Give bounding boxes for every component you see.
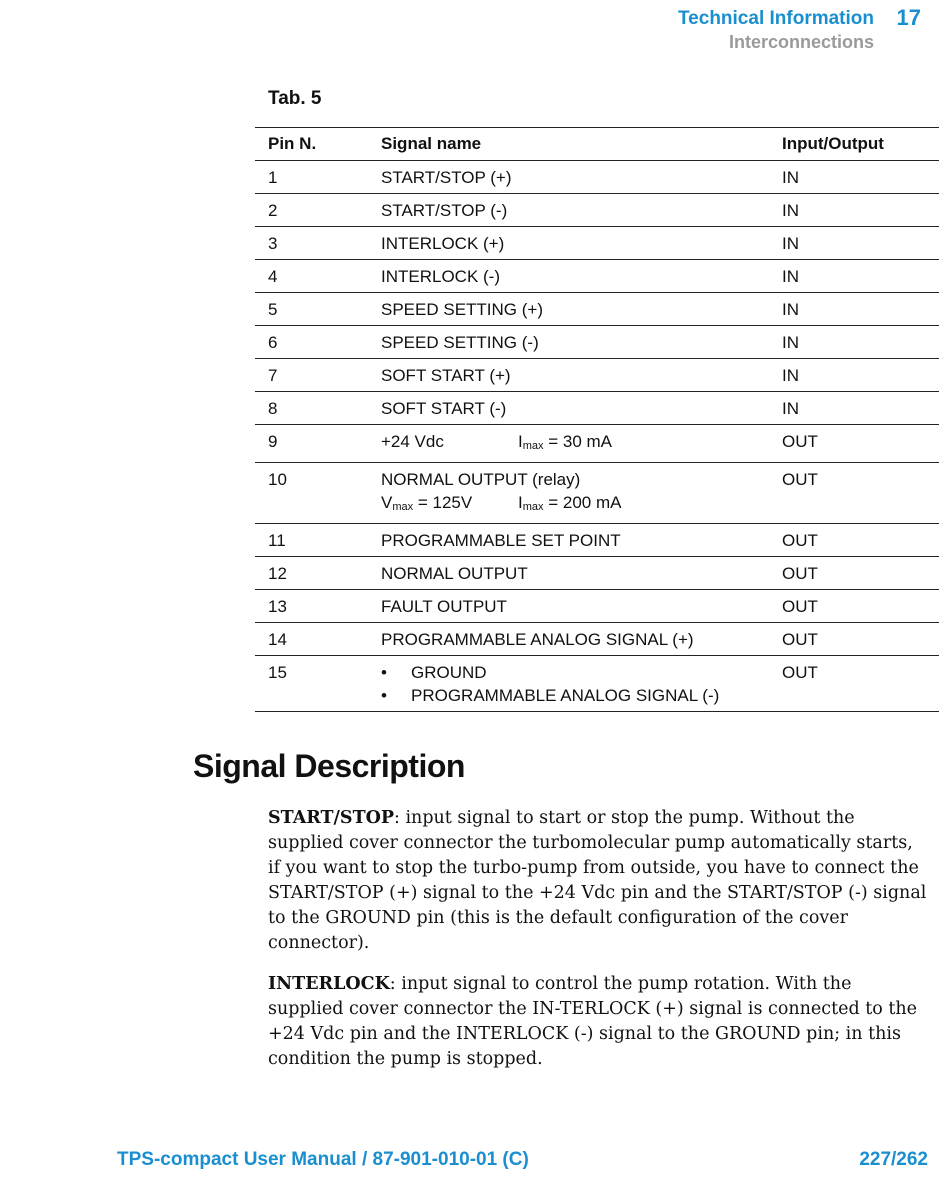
- io-type: OUT: [769, 425, 939, 463]
- current-symbol: I: [518, 432, 523, 451]
- description-interlock: : input signal to control the pump rotation. With the supplied cover connector the IN-TERLOCK (+) signal is connected to the +24 Vdc pin and the INTERLOCK (-) signal to the GROUND pin; in this condition the pump is stopped.: [268, 974, 918, 1069]
- current-value: = 30 mA: [543, 432, 613, 451]
- current-subscript: max: [522, 501, 544, 513]
- pin-number: 7: [255, 359, 368, 392]
- table-row: [255, 590, 939, 623]
- description-start-stop: : input signal to start or stop the pump. Without the supplied cover connector the turbomolecular pump automatically starts, if you want to stop the turbo-pump from outside, you have to connect the START/STOP (+) signal to the +24 Vdc pin and the START/STOP (-) signal to the GROUND pin (this is the default configuration of the cover connector).: [268, 808, 927, 953]
- signal-name: START/STOP (-): [368, 194, 769, 227]
- pin-number: 11: [255, 524, 368, 557]
- io-type: IN: [769, 293, 939, 326]
- chapter-number: 17: [896, 5, 921, 30]
- io-type: OUT: [769, 656, 939, 712]
- pin-number: 15: [255, 656, 368, 712]
- signal-name: FAULT OUTPUT: [368, 590, 769, 623]
- signal-name: SOFT START (-): [368, 392, 769, 425]
- pin-number: 10: [255, 463, 368, 524]
- signal-name: [368, 425, 769, 463]
- signal-name-text: +24 Vdc: [381, 432, 444, 451]
- header-title: Technical Information: [677, 8, 874, 29]
- table-row: [255, 524, 939, 557]
- paragraph-interlock: [268, 972, 928, 1072]
- bullet-text: GROUND: [411, 663, 487, 682]
- signal-name: SPEED SETTING (-): [368, 326, 769, 359]
- bullet-icon: •: [381, 686, 387, 705]
- signal-name: SPEED SETTING (+): [368, 293, 769, 326]
- table-row: [255, 161, 939, 194]
- column-header-pin: Pin N.: [255, 128, 368, 161]
- signal-name: PROGRAMMABLE SET POINT: [368, 524, 769, 557]
- table-row: [255, 557, 939, 590]
- current-subscript: max: [522, 440, 544, 452]
- column-header-signal: Signal name: [368, 128, 769, 161]
- page-number: 227/262: [859, 1149, 928, 1170]
- pin-number: 2: [255, 194, 368, 227]
- pin-number: 4: [255, 260, 368, 293]
- footer-manual-title: TPS-compact User Manual / 87-901-010-01 (C): [117, 1149, 529, 1170]
- signal-name: SOFT START (+): [368, 359, 769, 392]
- io-type: IN: [769, 227, 939, 260]
- io-type: IN: [769, 392, 939, 425]
- voltage-symbol: V: [381, 493, 393, 512]
- pin-number: 13: [255, 590, 368, 623]
- current-value: = 200 mA: [543, 493, 622, 512]
- pin-number: 6: [255, 326, 368, 359]
- table-row: [255, 326, 939, 359]
- table-row: [255, 260, 939, 293]
- io-type: IN: [769, 359, 939, 392]
- term-start-stop: START/STOP: [268, 808, 394, 828]
- signal-name: [368, 463, 769, 524]
- bullet-item: [381, 661, 769, 684]
- table-row: [255, 293, 939, 326]
- pin-number: 14: [255, 623, 368, 656]
- table-row: [255, 359, 939, 392]
- signal-name: NORMAL OUTPUT: [368, 557, 769, 590]
- current-symbol: I: [518, 493, 523, 512]
- pin-table: [255, 127, 939, 712]
- io-type: IN: [769, 194, 939, 227]
- section-title: Signal Description: [193, 748, 465, 784]
- bullet-item: [381, 684, 769, 707]
- bullet-text: PROGRAMMABLE ANALOG SIGNAL (-): [411, 686, 720, 705]
- io-type: OUT: [769, 623, 939, 656]
- signal-name: PROGRAMMABLE ANALOG SIGNAL (+): [368, 623, 769, 656]
- table-row: [255, 194, 939, 227]
- signal-specs: [381, 491, 769, 519]
- io-type: OUT: [769, 463, 939, 524]
- column-header-io: Input/Output: [769, 128, 939, 161]
- io-type: OUT: [769, 590, 939, 623]
- current-spec: [518, 430, 612, 458]
- table-row: [255, 656, 939, 712]
- voltage-subscript: max: [392, 501, 414, 513]
- pin-number: 9: [255, 425, 368, 463]
- bullet-icon: •: [381, 663, 387, 682]
- paragraph-start-stop: [268, 806, 928, 956]
- io-type: IN: [769, 260, 939, 293]
- pin-number: 5: [255, 293, 368, 326]
- signal-name: [368, 656, 769, 712]
- term-interlock: INTERLOCK: [268, 974, 390, 994]
- signal-name: INTERLOCK (+): [368, 227, 769, 260]
- signal-name: INTERLOCK (-): [368, 260, 769, 293]
- current-spec: [518, 493, 621, 512]
- table-row: [255, 392, 939, 425]
- pin-number: 1: [255, 161, 368, 194]
- pin-number: 3: [255, 227, 368, 260]
- pin-number: 8: [255, 392, 368, 425]
- io-type: IN: [769, 326, 939, 359]
- io-type: OUT: [769, 524, 939, 557]
- pin-number: 12: [255, 557, 368, 590]
- signal-name-text: NORMAL OUTPUT (relay): [381, 470, 581, 489]
- io-type: IN: [769, 161, 939, 194]
- table-row: [255, 623, 939, 656]
- table-header-row: [255, 128, 939, 161]
- table-row: [255, 227, 939, 260]
- header-subtitle: Interconnections: [728, 32, 874, 52]
- io-type: OUT: [769, 557, 939, 590]
- table-row: [255, 463, 939, 524]
- table-row: [255, 425, 939, 463]
- table-label: Tab. 5: [268, 88, 322, 109]
- signal-name: START/STOP (+): [368, 161, 769, 194]
- voltage-spec: [381, 491, 518, 519]
- voltage-value: = 125V: [413, 493, 473, 512]
